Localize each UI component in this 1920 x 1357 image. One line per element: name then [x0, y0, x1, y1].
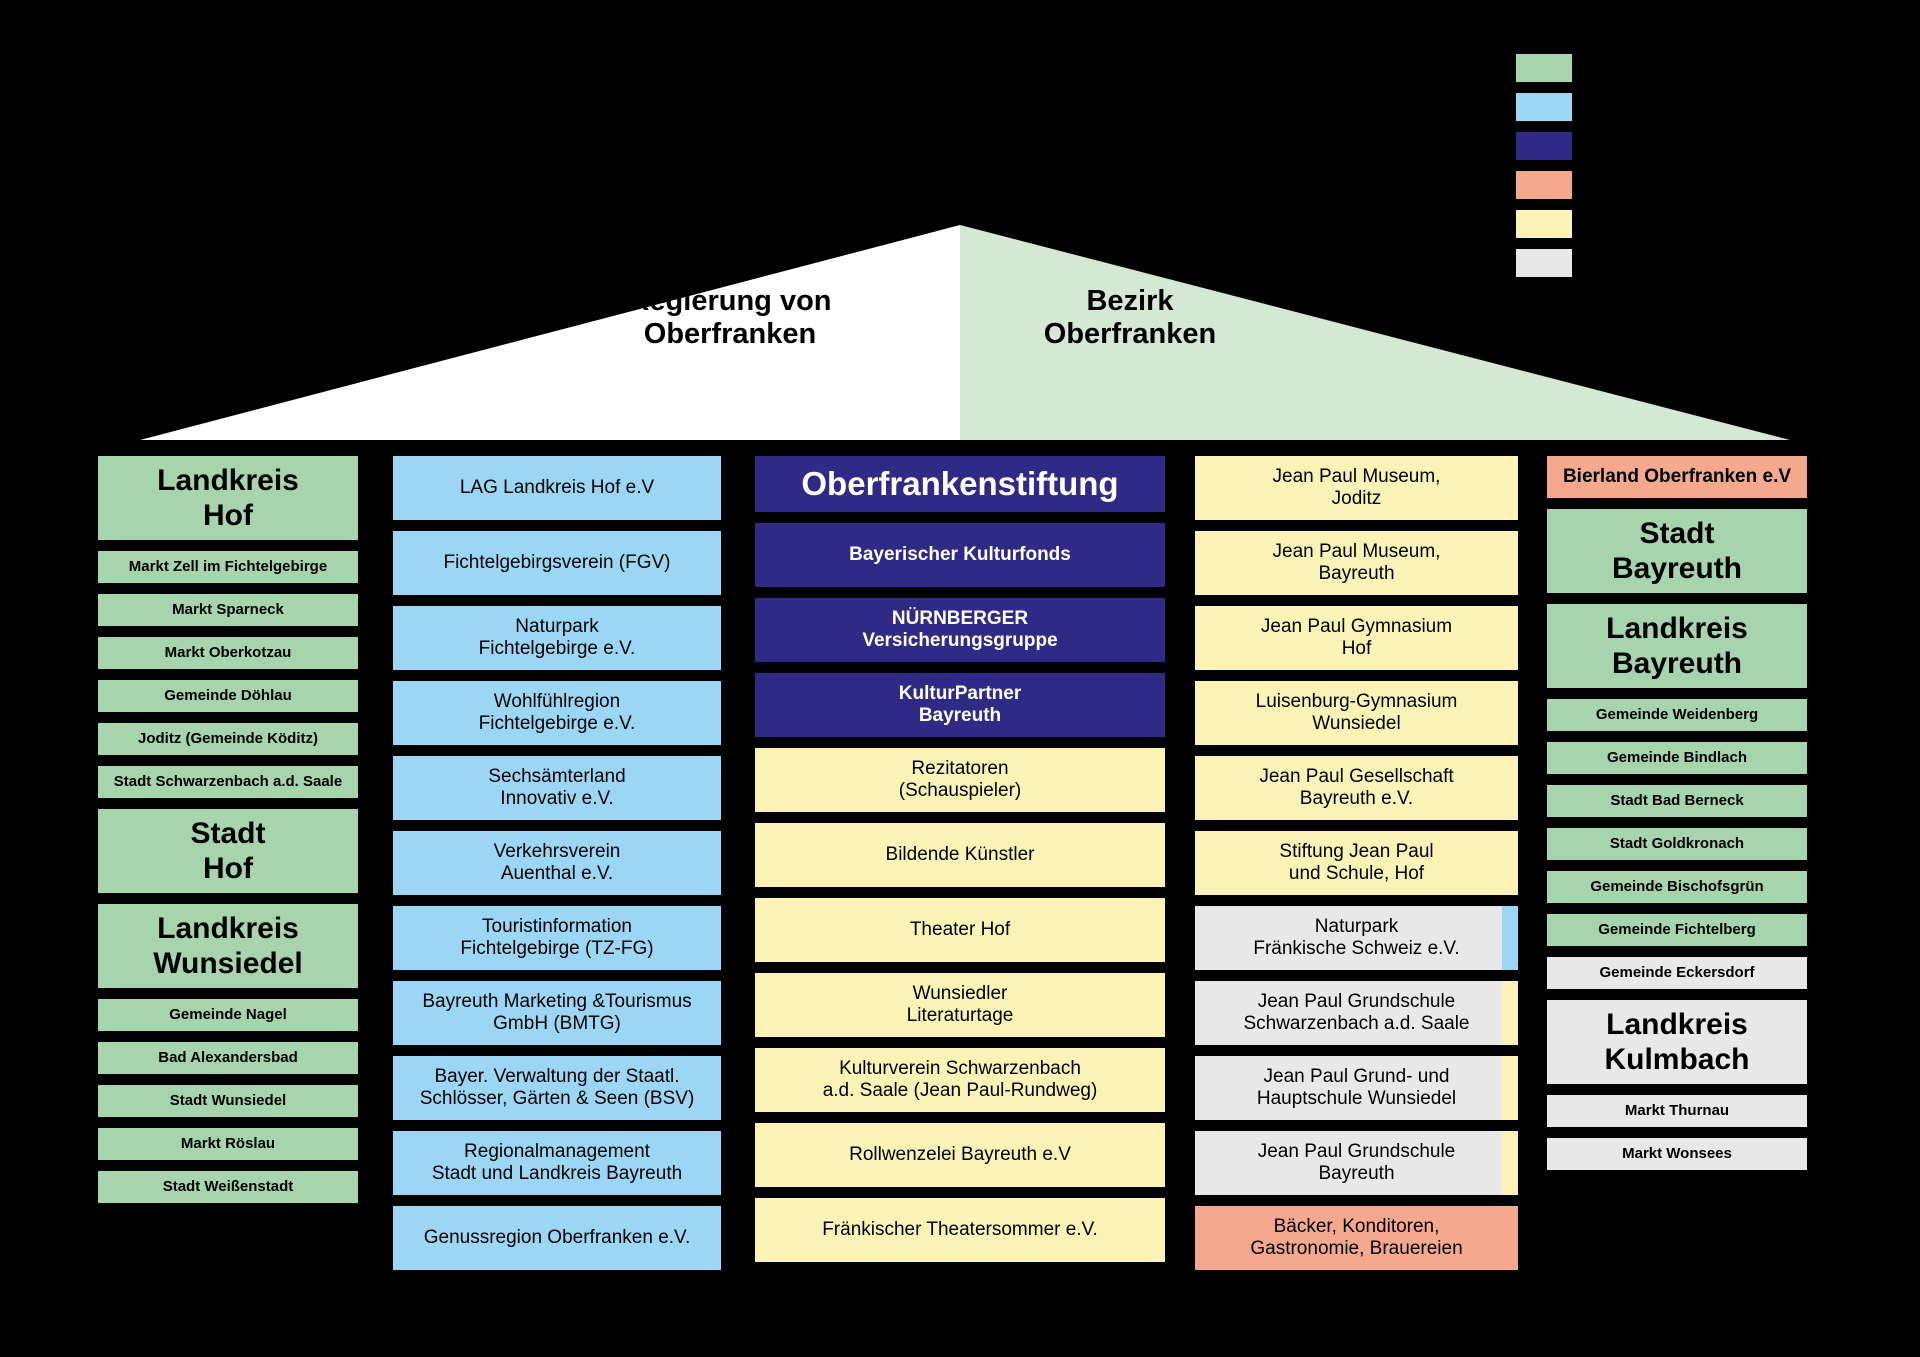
- diagram-box: Luisenburg-Gymnasium Wunsiedel: [1194, 680, 1519, 746]
- diagram-box: Landkreis Hof: [97, 455, 359, 541]
- diagram-box: Kulturverein Schwarzenbach a.d. Saale (Jean Paul-Rundweg): [754, 1047, 1166, 1113]
- diagram-box: Sechsämterland Innovativ e.V.: [392, 755, 722, 821]
- diagram-box: Wunsiedler Literaturtage: [754, 972, 1166, 1038]
- diagram-box: Landkreis Bayreuth: [1546, 603, 1808, 689]
- diagram-box: Stadt Bayreuth: [1546, 508, 1808, 594]
- diagram-box: Stadt Wunsiedel: [97, 1084, 359, 1118]
- diagram-box: Markt Wonsees: [1546, 1137, 1808, 1171]
- diagram-box: Jean Paul Grundschule Schwarzenbach a.d. Saale: [1194, 980, 1519, 1046]
- diagram-box: Jean Paul Gesellschaft Bayreuth e.V.: [1194, 755, 1519, 821]
- diagram-box: Bayreuth Marketing &Tourismus GmbH (BMTG): [392, 980, 722, 1046]
- diagram-box: Gemeinde Döhlau: [97, 679, 359, 713]
- diagram-box: Bayerischer Kulturfonds: [754, 522, 1166, 588]
- diagram-box: Oberfrankenstiftung: [754, 455, 1166, 513]
- legend-swatch-4: [1515, 170, 1573, 200]
- diagram-box: Genussregion Oberfranken e.V.: [392, 1205, 722, 1271]
- legend-swatch-1: [1515, 53, 1573, 83]
- column-landkreis-hof: [97, 455, 359, 1204]
- diagram-box: Jean Paul Museum, Bayreuth: [1194, 530, 1519, 596]
- diagram-box: Jean Paul Gymnasium Hof: [1194, 605, 1519, 671]
- diagram-box: Stadt Schwarzenbach a.d. Saale: [97, 765, 359, 799]
- diagram-box: Jean Paul Museum, Joditz: [1194, 455, 1519, 521]
- diagram-box: Gemeinde Weidenberg: [1546, 698, 1808, 732]
- diagram-box: Bad Alexandersbad: [97, 1041, 359, 1075]
- diagram-box: Rollwenzelei Bayreuth e.V: [754, 1122, 1166, 1188]
- roof-banner: [0, 225, 1920, 445]
- diagram-box: Verkehrsverein Auenthal e.V.: [392, 830, 722, 896]
- diagram-columns: [0, 455, 1920, 1335]
- diagram-box: Jean Paul Grundschule Bayreuth: [1194, 1130, 1519, 1196]
- diagram-box: NÜRNBERGER Versicherungsgruppe: [754, 597, 1166, 663]
- diagram-box: Bierland Oberfranken e.V: [1546, 455, 1808, 499]
- diagram-box: Rezitatoren (Schauspieler): [754, 747, 1166, 813]
- diagram-box: Gemeinde Eckersdorf: [1546, 956, 1808, 990]
- roof-label-bezirk: Bezirk Oberfranken: [1043, 285, 1217, 351]
- diagram-box: Fichtelgebirgsverein (FGV): [392, 530, 722, 596]
- diagram-box: Gemeinde Fichtelberg: [1546, 913, 1808, 947]
- column-oberfrankenstiftung: [754, 455, 1166, 1263]
- diagram-box: Bayer. Verwaltung der Staatl. Schlösser, Gärten & Seen (BSV): [392, 1055, 722, 1121]
- roof-label-regierung: Regierung von Oberfranken: [628, 285, 832, 351]
- diagram-box: Gemeinde Bischofsgrün: [1546, 870, 1808, 904]
- diagram-box: Gemeinde Nagel: [97, 998, 359, 1032]
- column-tourism-partners: [392, 455, 722, 1271]
- diagram-box: Fränkischer Theatersommer e.V.: [754, 1197, 1166, 1263]
- legend-swatch-2: [1515, 92, 1573, 122]
- diagram-box: Theater Hof: [754, 897, 1166, 963]
- diagram-box: Stadt Weißenstadt: [97, 1170, 359, 1204]
- diagram-box: Landkreis Kulmbach: [1546, 999, 1808, 1085]
- diagram-box: Naturpark Fränkische Schweiz e.V.: [1194, 905, 1519, 971]
- diagram-box: Stadt Goldkronach: [1546, 827, 1808, 861]
- diagram-box: Stadt Hof: [97, 808, 359, 894]
- diagram-box: Touristinformation Fichtelgebirge (TZ-FG): [392, 905, 722, 971]
- diagram-box: Jean Paul Grund- und Hauptschule Wunsiedel: [1194, 1055, 1519, 1121]
- diagram-box: Landkreis Wunsiedel: [97, 903, 359, 989]
- column-jean-paul-institutions: [1194, 455, 1519, 1271]
- diagram-box: Gemeinde Bindlach: [1546, 741, 1808, 775]
- diagram-box: Stadt Bad Berneck: [1546, 784, 1808, 818]
- diagram-box: Joditz (Gemeinde Köditz): [97, 722, 359, 756]
- diagram-box: Markt Röslau: [97, 1127, 359, 1161]
- diagram-box: Markt Thurnau: [1546, 1094, 1808, 1128]
- diagram-box: LAG Landkreis Hof e.V: [392, 455, 722, 521]
- diagram-box: Wohlfühlregion Fichtelgebirge e.V.: [392, 680, 722, 746]
- diagram-box: Markt Sparneck: [97, 593, 359, 627]
- diagram-box: Bildende Künstler: [754, 822, 1166, 888]
- legend-swatch-3: [1515, 131, 1573, 161]
- diagram-box: Stiftung Jean Paul und Schule, Hof: [1194, 830, 1519, 896]
- diagram-box: Markt Oberkotzau: [97, 636, 359, 670]
- diagram-box: Markt Zell im Fichtelgebirge: [97, 550, 359, 584]
- column-bayreuth-kulmbach: [1546, 455, 1808, 1171]
- diagram-box: KulturPartner Bayreuth: [754, 672, 1166, 738]
- diagram-box: Naturpark Fichtelgebirge e.V.: [392, 605, 722, 671]
- diagram-box: Bäcker, Konditoren, Gastronomie, Brauereien: [1194, 1205, 1519, 1271]
- diagram-box: Regionalmanagement Stadt und Landkreis Bayreuth: [392, 1130, 722, 1196]
